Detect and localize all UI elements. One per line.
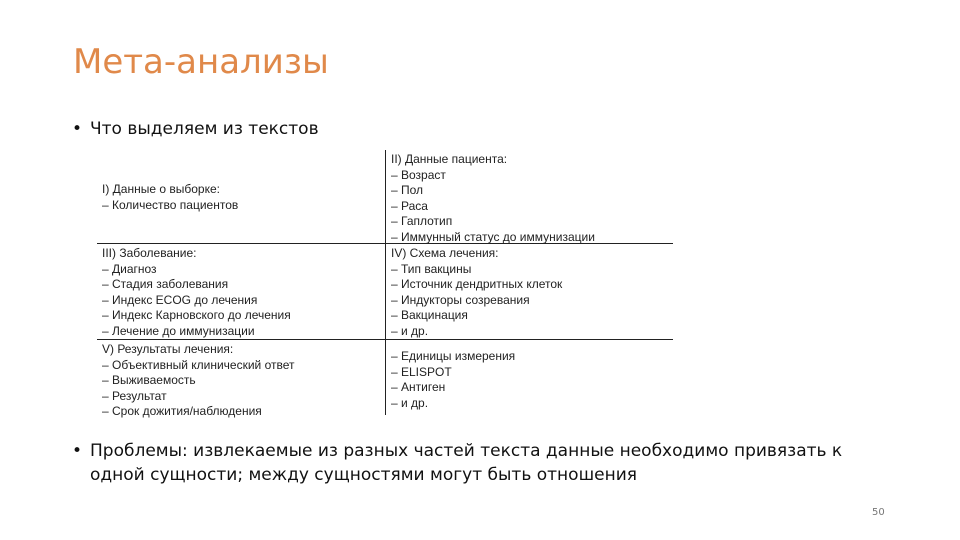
table-cell-sample-data (102, 182, 238, 213)
bullet-text: Что выделяем из текстов (90, 119, 319, 139)
cell-item: – Количество пациентов (102, 197, 239, 212)
cell-item: – и др. (391, 395, 429, 410)
cell-item: – Индекс ECOG до лечения (102, 292, 258, 307)
cell-heading: III) Заболевание: (102, 246, 197, 260)
cell-heading: II) Данные пациента: (391, 152, 508, 166)
extraction-table (97, 150, 673, 419)
table-cell-measurements (391, 349, 515, 411)
cell-item: – Индукторы созревания (391, 292, 530, 307)
cell-heading: I) Данные о выборке: (102, 182, 220, 196)
cell-item: – Пол (391, 183, 424, 198)
cell-item: – Тип вакцины (391, 261, 472, 276)
page-number: 50 (872, 507, 885, 518)
cell-item: – Стадия заболевания (102, 277, 229, 292)
table-vertical-divider (385, 150, 386, 415)
cell-item: – Возраст (391, 167, 446, 182)
cell-item: – Выживаемость (102, 373, 196, 388)
cell-item: – Антиген (391, 380, 446, 395)
table-cell-treatment-scheme (391, 246, 562, 340)
cell-item: – Объективный клинический ответ (102, 357, 295, 372)
cell-item: – Срок дожития/наблюдения (102, 404, 262, 419)
cell-item: – Единицы измерения (391, 349, 516, 363)
cell-item: – Диагноз (102, 261, 157, 276)
bullet-dot: • (72, 441, 83, 461)
bullet-dot: • (72, 119, 83, 139)
cell-heading: V) Результаты лечения: (102, 342, 234, 356)
cell-item: – ELISPOT (391, 364, 452, 379)
cell-item: – и др. (391, 323, 429, 338)
cell-item: – Иммунный статус до иммунизации (391, 229, 595, 244)
cell-heading: IV) Схема лечения: (391, 246, 499, 260)
cell-item: – Вакцинация (391, 308, 468, 323)
cell-item: – Гаплотип (391, 214, 453, 229)
cell-item: – Раса (391, 198, 428, 213)
table-cell-treatment-results (102, 342, 295, 420)
bullet-text: Проблемы: извлекаемые из разных частей текста данные необходимо привязать к одной сущности; между сущностями могут быть отношения (90, 441, 843, 485)
table-cell-patient-data (391, 152, 595, 246)
cell-item: – Результат (102, 388, 167, 403)
slide-title: Мета-анализы (73, 42, 329, 82)
table-cell-disease (102, 246, 291, 340)
cell-item: – Индекс Карновского до лечения (102, 308, 291, 323)
bullet-problems (72, 439, 852, 487)
bullet-what-to-extract (72, 117, 572, 141)
cell-item: – Лечение до иммунизации (102, 323, 255, 338)
cell-item: – Источник дендритных клеток (391, 277, 563, 292)
